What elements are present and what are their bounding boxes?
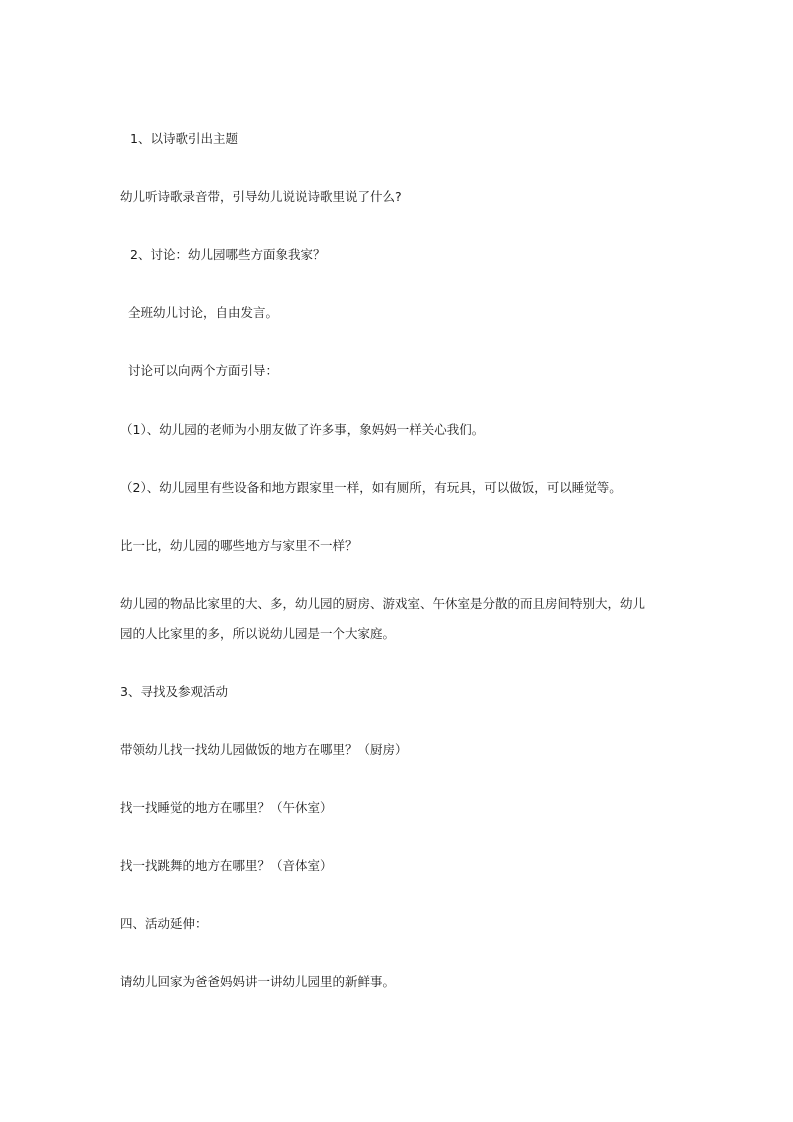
section-heading-1: 1、以诗歌引出主题 — [130, 131, 238, 146]
paragraph-text: 幼儿听诗歌录音带，引导幼儿说说诗歌里说了什么? — [120, 189, 402, 204]
paragraph-text: 园的人比家里的多，所以说幼儿园是一个大家庭。 — [120, 626, 396, 641]
paragraph-text: 带领幼儿找一找幼儿园做饭的地方在哪里？（厨房） — [120, 742, 408, 757]
paragraph-text: 找一找跳舞的地方在哪里？（音体室） — [120, 858, 333, 873]
section-heading-3: 3、寻找及参观活动 — [120, 684, 228, 699]
paragraph-text: 讨论可以向两个方面引导： — [128, 363, 279, 378]
paragraph-text: 幼儿园的物品比家里的大、多，幼儿园的厨房、游戏室、午休室是分散的而且房间特别大，幼儿 — [120, 596, 646, 611]
list-item: （2）、幼儿园里有些设备和地方跟家里一样，如有厕所，有玩具，可以做饭，可以睡觉等。 — [120, 480, 622, 495]
list-item: （1）、幼儿园的老师为小朋友做了许多事，象妈妈一样关心我们。 — [120, 422, 485, 437]
paragraph-text: 找一找睡觉的地方在哪里？（午休室） — [120, 800, 333, 815]
paragraph-text: 请幼儿回家为爸爸妈妈讲一讲幼儿园里的新鲜事。 — [120, 974, 396, 989]
paragraph-text: 全班幼儿讨论，自由发言。 — [128, 305, 279, 320]
section-heading-4: 四、活动延伸： — [120, 916, 208, 931]
section-heading-2: 2、讨论：幼儿园哪些方面象我家？ — [130, 247, 326, 262]
paragraph-text: 比一比，幼儿园的哪些地方与家里不一样？ — [120, 538, 358, 553]
